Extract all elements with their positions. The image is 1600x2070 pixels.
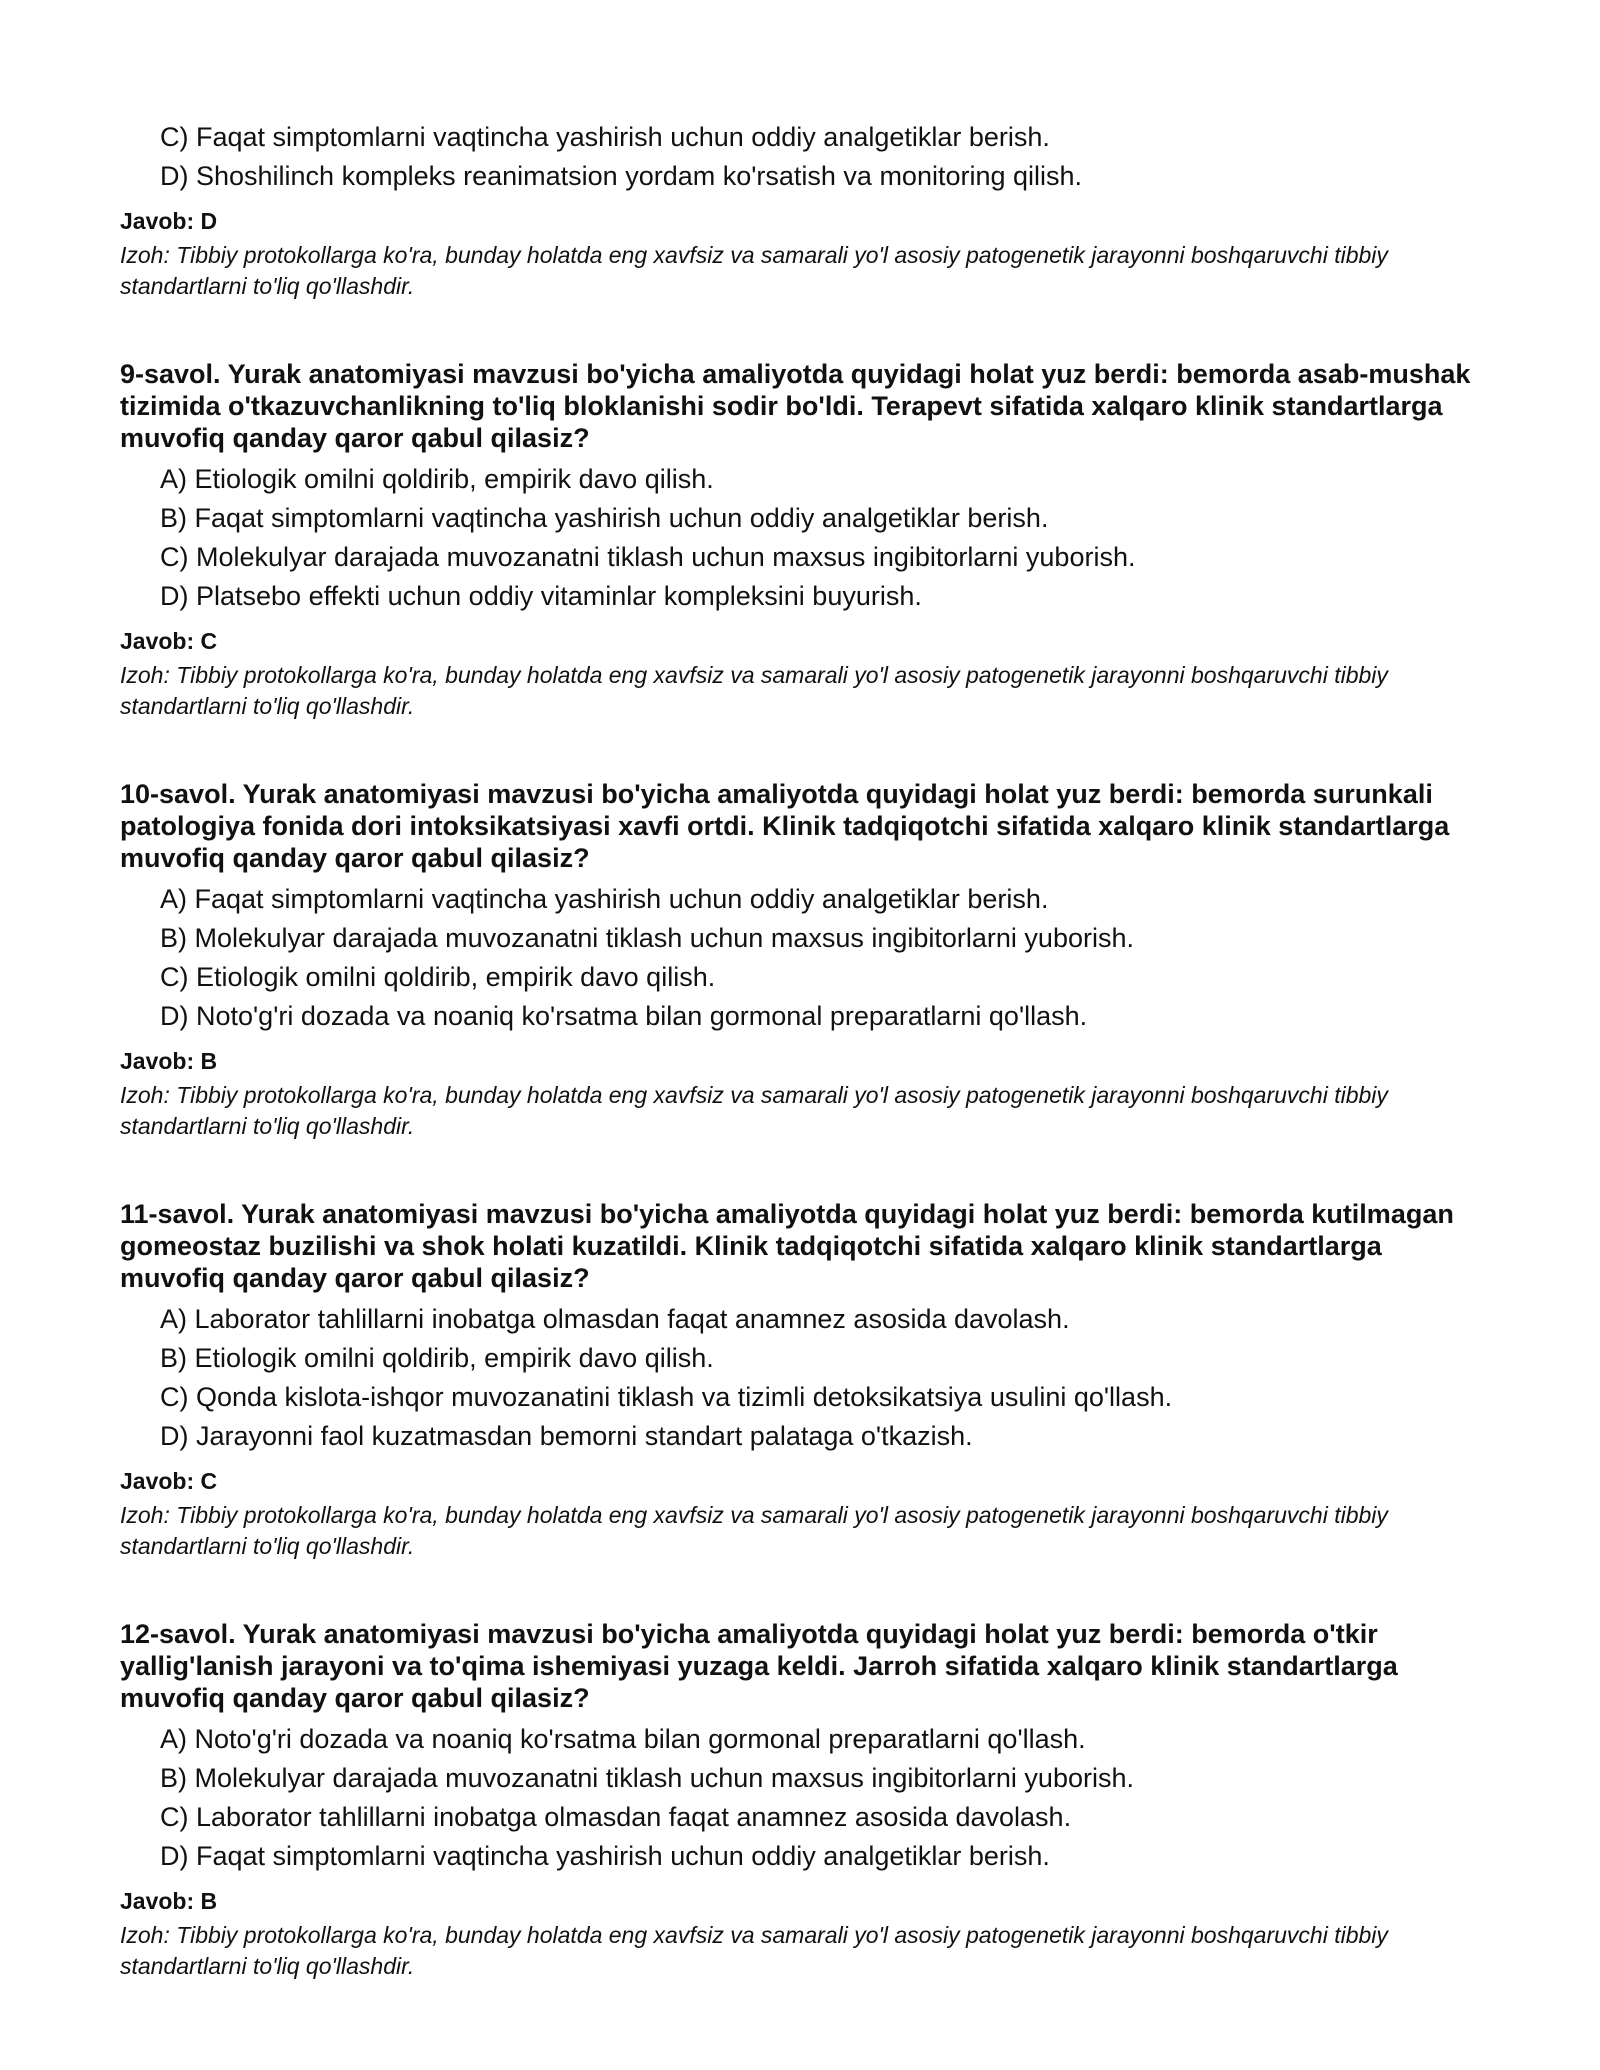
option-c: C) Qonda kislota-ishqor muvozanatini tiklash va tizimli detoksikatsiya usulini qo'llash. — [160, 1382, 1173, 1412]
answer-label: Javob: B — [120, 1048, 218, 1074]
option-c: C) Etiologik omilni qoldirib, empirik davo qilish. — [160, 962, 716, 992]
option-a: A) Faqat simptomlarni vaqtincha yashirish uchun oddiy analgetiklar berish. — [160, 884, 1049, 914]
question-8-continuation — [120, 118, 1490, 302]
question-title: 9-savol. Yurak anatomiyasi mavzusi bo'yicha amaliyotda quyidagi holat yuz berdi: bemorda asab-mushak tizimida o'tkazuvchanlikning to'liq bloklanishi sodir bo'ldi. Terapevt sifatida xalqaro klinik standartlarga muvofiq qanday qaror qabul qilasiz? — [120, 359, 1471, 453]
option-c: C) Faqat simptomlarni vaqtincha yashirish uchun oddiy analgetiklar berish. — [160, 122, 1050, 152]
option-d: D) Noto'g'ri dozada va noaniq ko'rsatma bilan gormonal preparatlarni qo'llash. — [160, 1001, 1088, 1031]
option-a: A) Laborator tahlillarni inobatga olmasdan faqat anamnez asosida davolash. — [160, 1304, 1070, 1334]
explanation-note: Izoh: Tibbiy protokollarga ko'ra, bunday holatda eng xavfsiz va samarali yo'l asosiy patogenetik jarayonni boshqaruvchi tibbiy standartlarni to'liq qo'llashdir. — [120, 1922, 1388, 1979]
answer-label: Javob: D — [120, 208, 218, 234]
options-list — [120, 880, 1490, 1036]
option-b: B) Molekulyar darajada muvozanatni tiklash uchun maxsus ingibitorlarni yuborish. — [160, 923, 1134, 953]
answer-label: Javob: C — [120, 628, 218, 654]
option-a: A) Noto'g'ri dozada va noaniq ko'rsatma bilan gormonal preparatlarni qo'llash. — [160, 1724, 1086, 1754]
option-c: C) Molekulyar darajada muvozanatni tiklash uchun maxsus ingibitorlarni yuborish. — [160, 542, 1136, 572]
option-a: A) Etiologik omilni qoldirib, empirik davo qilish. — [160, 464, 714, 494]
option-d: D) Jarayonni faol kuzatmasdan bemorni standart palataga o'tkazish. — [160, 1421, 973, 1451]
option-d: D) Shoshilinch kompleks reanimatsion yordam ko'rsatish va monitoring qilish. — [160, 161, 1083, 191]
question-12 — [120, 1618, 1490, 1982]
options-list — [120, 460, 1490, 616]
question-title: 11-savol. Yurak anatomiyasi mavzusi bo'yicha amaliyotda quyidagi holat yuz berdi: bemorda kutilmagan gomeostaz buzilishi va shok holati kuzatildi. Klinik tadqiqotchi sifatida xalqaro klinik standartlarga muvofiq qanday qaror qabul qilasiz? — [120, 1199, 1454, 1293]
explanation-note: Izoh: Tibbiy protokollarga ko'ra, bunday holatda eng xavfsiz va samarali yo'l asosiy patogenetik jarayonni boshqaruvchi tibbiy standartlarni to'liq qo'llashdir. — [120, 662, 1388, 719]
question-title: 12-savol. Yurak anatomiyasi mavzusi bo'yicha amaliyotda quyidagi holat yuz berdi: bemorda o'tkir yallig'lanish jarayoni va to'qima ishemiyasi yuzaga keldi. Jarroh sifatida xalqaro klinik standartlarga muvofiq qanday qaror qabul qilasiz? — [120, 1619, 1398, 1713]
answer-label: Javob: B — [120, 1888, 218, 1914]
option-b: B) Faqat simptomlarni vaqtincha yashirish uchun oddiy analgetiklar berish. — [160, 503, 1049, 533]
explanation-note: Izoh: Tibbiy protokollarga ko'ra, bunday holatda eng xavfsiz va samarali yo'l asosiy patogenetik jarayonni boshqaruvchi tibbiy standartlarni to'liq qo'llashdir. — [120, 1502, 1388, 1559]
explanation-note: Izoh: Tibbiy protokollarga ko'ra, bunday holatda eng xavfsiz va samarali yo'l asosiy patogenetik jarayonni boshqaruvchi tibbiy standartlarni to'liq qo'llashdir. — [120, 1082, 1388, 1139]
options-list — [120, 1720, 1490, 1876]
question-title: 10-savol. Yurak anatomiyasi mavzusi bo'yicha amaliyotda quyidagi holat yuz berdi: bemorda surunkali patologiya fonida dori intoksikatsiyasi xavfi ortdi. Klinik tadqiqotchi sifatida xalqaro klinik standartlarga muvofiq qanday qaror qabul qilasiz? — [120, 779, 1450, 873]
question-10 — [120, 778, 1490, 1142]
options-list — [120, 118, 1490, 196]
answer-label: Javob: C — [120, 1468, 218, 1494]
options-list — [120, 1300, 1490, 1456]
option-b: B) Etiologik omilni qoldirib, empirik davo qilish. — [160, 1343, 714, 1373]
question-11 — [120, 1198, 1490, 1562]
question-9 — [120, 358, 1490, 722]
option-c: C) Laborator tahlillarni inobatga olmasdan faqat anamnez asosida davolash. — [160, 1802, 1072, 1832]
explanation-note: Izoh: Tibbiy protokollarga ko'ra, bunday holatda eng xavfsiz va samarali yo'l asosiy patogenetik jarayonni boshqaruvchi tibbiy standartlarni to'liq qo'llashdir. — [120, 242, 1388, 299]
option-b: B) Molekulyar darajada muvozanatni tiklash uchun maxsus ingibitorlarni yuborish. — [160, 1763, 1134, 1793]
option-d: D) Faqat simptomlarni vaqtincha yashirish uchun oddiy analgetiklar berish. — [160, 1841, 1050, 1871]
option-d: D) Platsebo effekti uchun oddiy vitaminlar kompleksini buyurish. — [160, 581, 922, 611]
